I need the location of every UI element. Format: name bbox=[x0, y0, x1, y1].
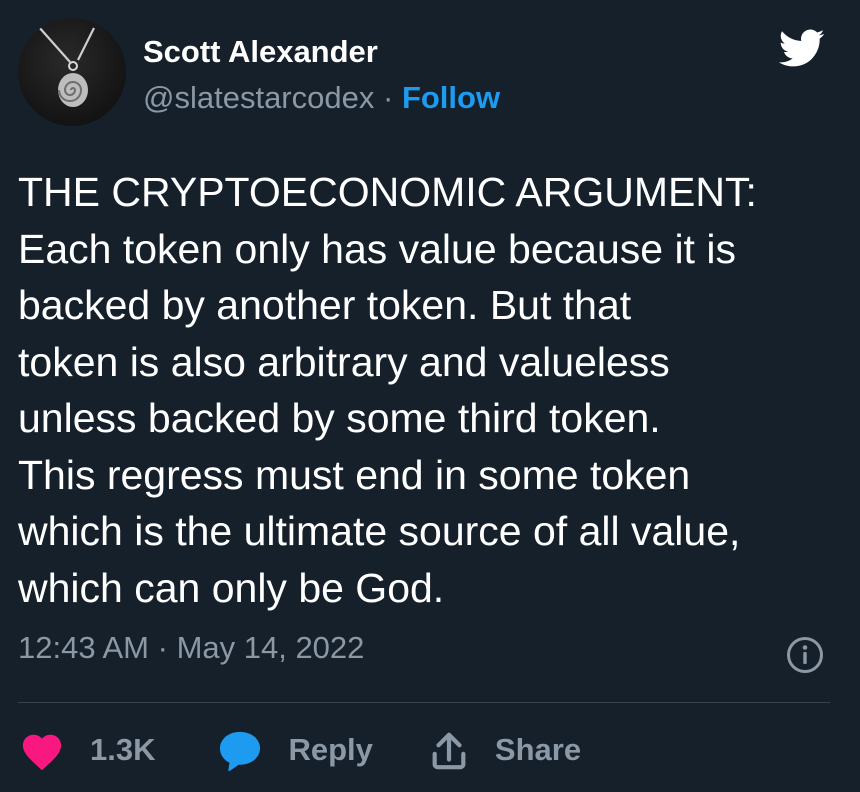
tweet-line: This regress must end in some token bbox=[18, 451, 691, 498]
tweet-line: token is also arbitrary and valueless bbox=[18, 338, 670, 385]
reply-bubble-icon bbox=[217, 729, 263, 771]
tweet-text bbox=[18, 164, 848, 616]
tweet-line: backed by another token. But that bbox=[18, 282, 632, 328]
tweet-line: Each token only has value because it is bbox=[18, 225, 736, 272]
follow-button[interactable]: Follow bbox=[401, 80, 501, 115]
author-handle[interactable]: @slatestarcodex bbox=[143, 80, 375, 115]
tweet-line: which is the ultimate source of all value, bbox=[18, 508, 741, 554]
avatar[interactable] bbox=[18, 18, 126, 126]
tweet-timestamp[interactable] bbox=[18, 630, 364, 666]
divider bbox=[18, 702, 830, 703]
tweet-line: unless backed by some third token. bbox=[18, 395, 661, 441]
tweet-actions bbox=[18, 728, 581, 772]
heart-icon bbox=[18, 729, 66, 771]
author-name[interactable]: Scott Alexander bbox=[143, 34, 378, 69]
share-button[interactable] bbox=[429, 729, 581, 771]
share-label: Share bbox=[494, 732, 582, 767]
reply-label: Reply bbox=[288, 732, 373, 767]
like-button[interactable] bbox=[18, 729, 155, 771]
timestamp-separator: · bbox=[157, 630, 168, 665]
author-handle-row bbox=[143, 80, 500, 116]
reply-button[interactable] bbox=[217, 729, 372, 771]
tweet-date: May 14, 2022 bbox=[176, 630, 365, 665]
tweet-line: which can only be God. bbox=[18, 564, 445, 611]
like-count: 1.3K bbox=[90, 732, 156, 767]
share-icon bbox=[429, 729, 469, 771]
twitter-bird-icon[interactable] bbox=[772, 24, 830, 72]
spiral-pendant-icon bbox=[18, 18, 126, 126]
tweet-line: THE CRYPTOECONOMIC ARGUMENT: bbox=[18, 169, 757, 215]
info-icon[interactable] bbox=[786, 636, 824, 674]
handle-separator: · bbox=[382, 80, 394, 115]
tweet-time: 12:43 AM bbox=[18, 630, 149, 665]
